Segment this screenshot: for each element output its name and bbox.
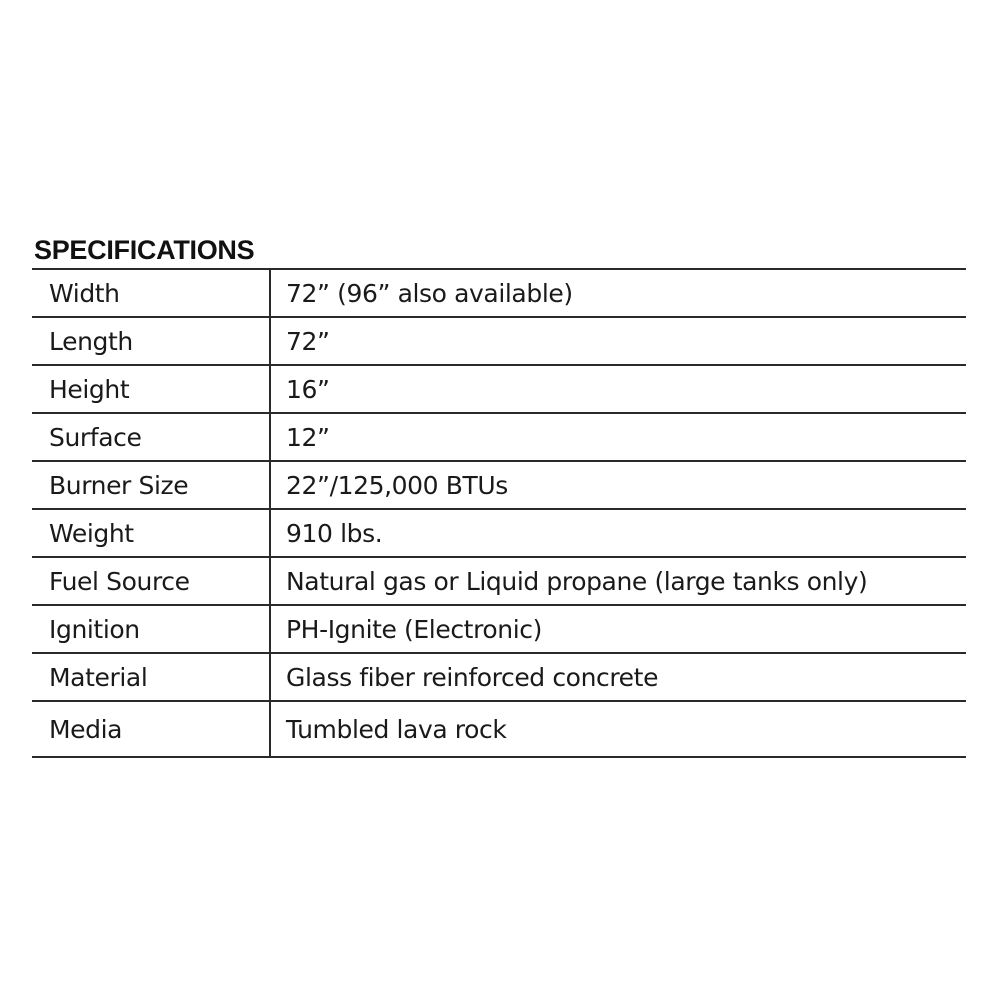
spec-value: Natural gas or Liquid propane (large tanks only) (270, 557, 966, 605)
spec-label: Surface (32, 413, 270, 461)
spec-label: Width (32, 269, 270, 317)
specifications-title: SPECIFICATIONS (34, 235, 255, 265)
spec-value: 72” (270, 317, 966, 365)
spec-label: Material (32, 653, 270, 701)
table-row (32, 605, 966, 653)
table-row (32, 269, 966, 317)
spec-label: Height (32, 365, 270, 413)
table-row (32, 461, 966, 509)
table-row (32, 413, 966, 461)
table-row (32, 317, 966, 365)
table-row (32, 701, 966, 757)
spec-value: 16” (270, 365, 966, 413)
table-row (32, 557, 966, 605)
table-row (32, 653, 966, 701)
spec-label: Fuel Source (32, 557, 270, 605)
spec-value: 910 lbs. (270, 509, 966, 557)
spec-value: Glass fiber reinforced concrete (270, 653, 966, 701)
table-row (32, 509, 966, 557)
spec-label: Burner Size (32, 461, 270, 509)
spec-label: Ignition (32, 605, 270, 653)
spec-label: Media (32, 701, 270, 757)
specifications-section (32, 232, 966, 758)
spec-value: 22”/125,000 BTUs (270, 461, 966, 509)
spec-label: Weight (32, 509, 270, 557)
spec-label: Length (32, 317, 270, 365)
table-row (32, 365, 966, 413)
spec-value: Tumbled lava rock (286, 714, 507, 744)
spec-value: PH-Ignite (Electronic) (270, 605, 966, 653)
spec-value: 72” (96” also available) (270, 269, 966, 317)
specifications-table (32, 268, 966, 758)
spec-value: 12” (270, 413, 966, 461)
